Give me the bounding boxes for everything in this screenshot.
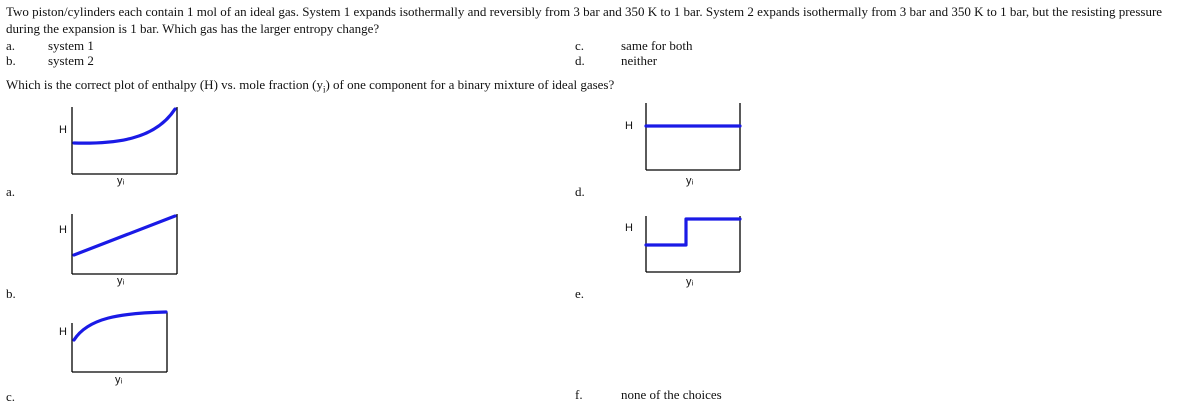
plot-b-line xyxy=(74,216,175,255)
q2-choice-a-letter: a. xyxy=(6,184,16,199)
plot-a-x-label: yᵢ xyxy=(117,175,125,187)
q1-choice-b-text[interactable]: system 2 xyxy=(48,53,94,68)
q2-choice-c-letter: c. xyxy=(6,389,16,404)
plot-e-step xyxy=(646,219,740,245)
q1-choice-a-text[interactable]: system 1 xyxy=(48,38,94,53)
plot-c-y-label: H xyxy=(59,326,67,338)
question2-text: Which is the correct plot of enthalpy (H) vs. mole fraction $(y_i)$ of one component for a binary mixture of ideal gases? xyxy=(6,77,615,95)
q1-choice-a-letter: a. xyxy=(6,38,16,53)
q2-choice-b-letter: b. xyxy=(6,286,16,301)
q1-choice-d-letter: d. xyxy=(575,53,585,68)
q2-choice-e-letter: e. xyxy=(575,286,585,301)
q2-choice-f-letter: f. xyxy=(575,387,583,402)
plot-b[interactable] xyxy=(70,200,190,280)
plot-d-x-label: yᵢ xyxy=(686,175,694,187)
plot-c-curve xyxy=(74,312,166,340)
q1-choice-d-text[interactable]: neither xyxy=(621,53,658,68)
plot-d[interactable] xyxy=(640,98,760,178)
plot-a-y-label: H xyxy=(59,124,67,136)
plot-e[interactable] xyxy=(640,200,760,280)
q1-choice-c-letter: c. xyxy=(575,38,585,53)
plot-a[interactable] xyxy=(70,100,190,180)
plot-c[interactable] xyxy=(70,300,190,380)
q2-choice-f-text[interactable]: none of the choices xyxy=(621,387,722,402)
q1-choice-b-letter: b. xyxy=(6,53,16,68)
plot-a-curve xyxy=(74,109,175,143)
question1-text: Two piston/cylinders each contain 1 mol of an ideal gas. System 1 expands isothermally and reversibly from 3 bar and 350 K to 1 bar. System 2 expands isothermally from 3 bar and 350 K to 1 bar, but the resisting pressure during the expansion is 1 bar. Which gas has the larger entropy change? xyxy=(6,4,1163,36)
plot-c-x-label: yᵢ xyxy=(115,374,123,386)
plot-e-x-label: yᵢ xyxy=(686,276,694,288)
q1-choice-c-text[interactable]: same for both xyxy=(621,38,693,53)
q2-choice-d-letter: d. xyxy=(575,184,585,199)
plot-b-y-label: H xyxy=(59,224,67,236)
plot-b-x-label: yᵢ xyxy=(117,275,125,287)
plot-e-y-label: H xyxy=(625,222,633,234)
plot-d-y-label: H xyxy=(625,120,633,132)
